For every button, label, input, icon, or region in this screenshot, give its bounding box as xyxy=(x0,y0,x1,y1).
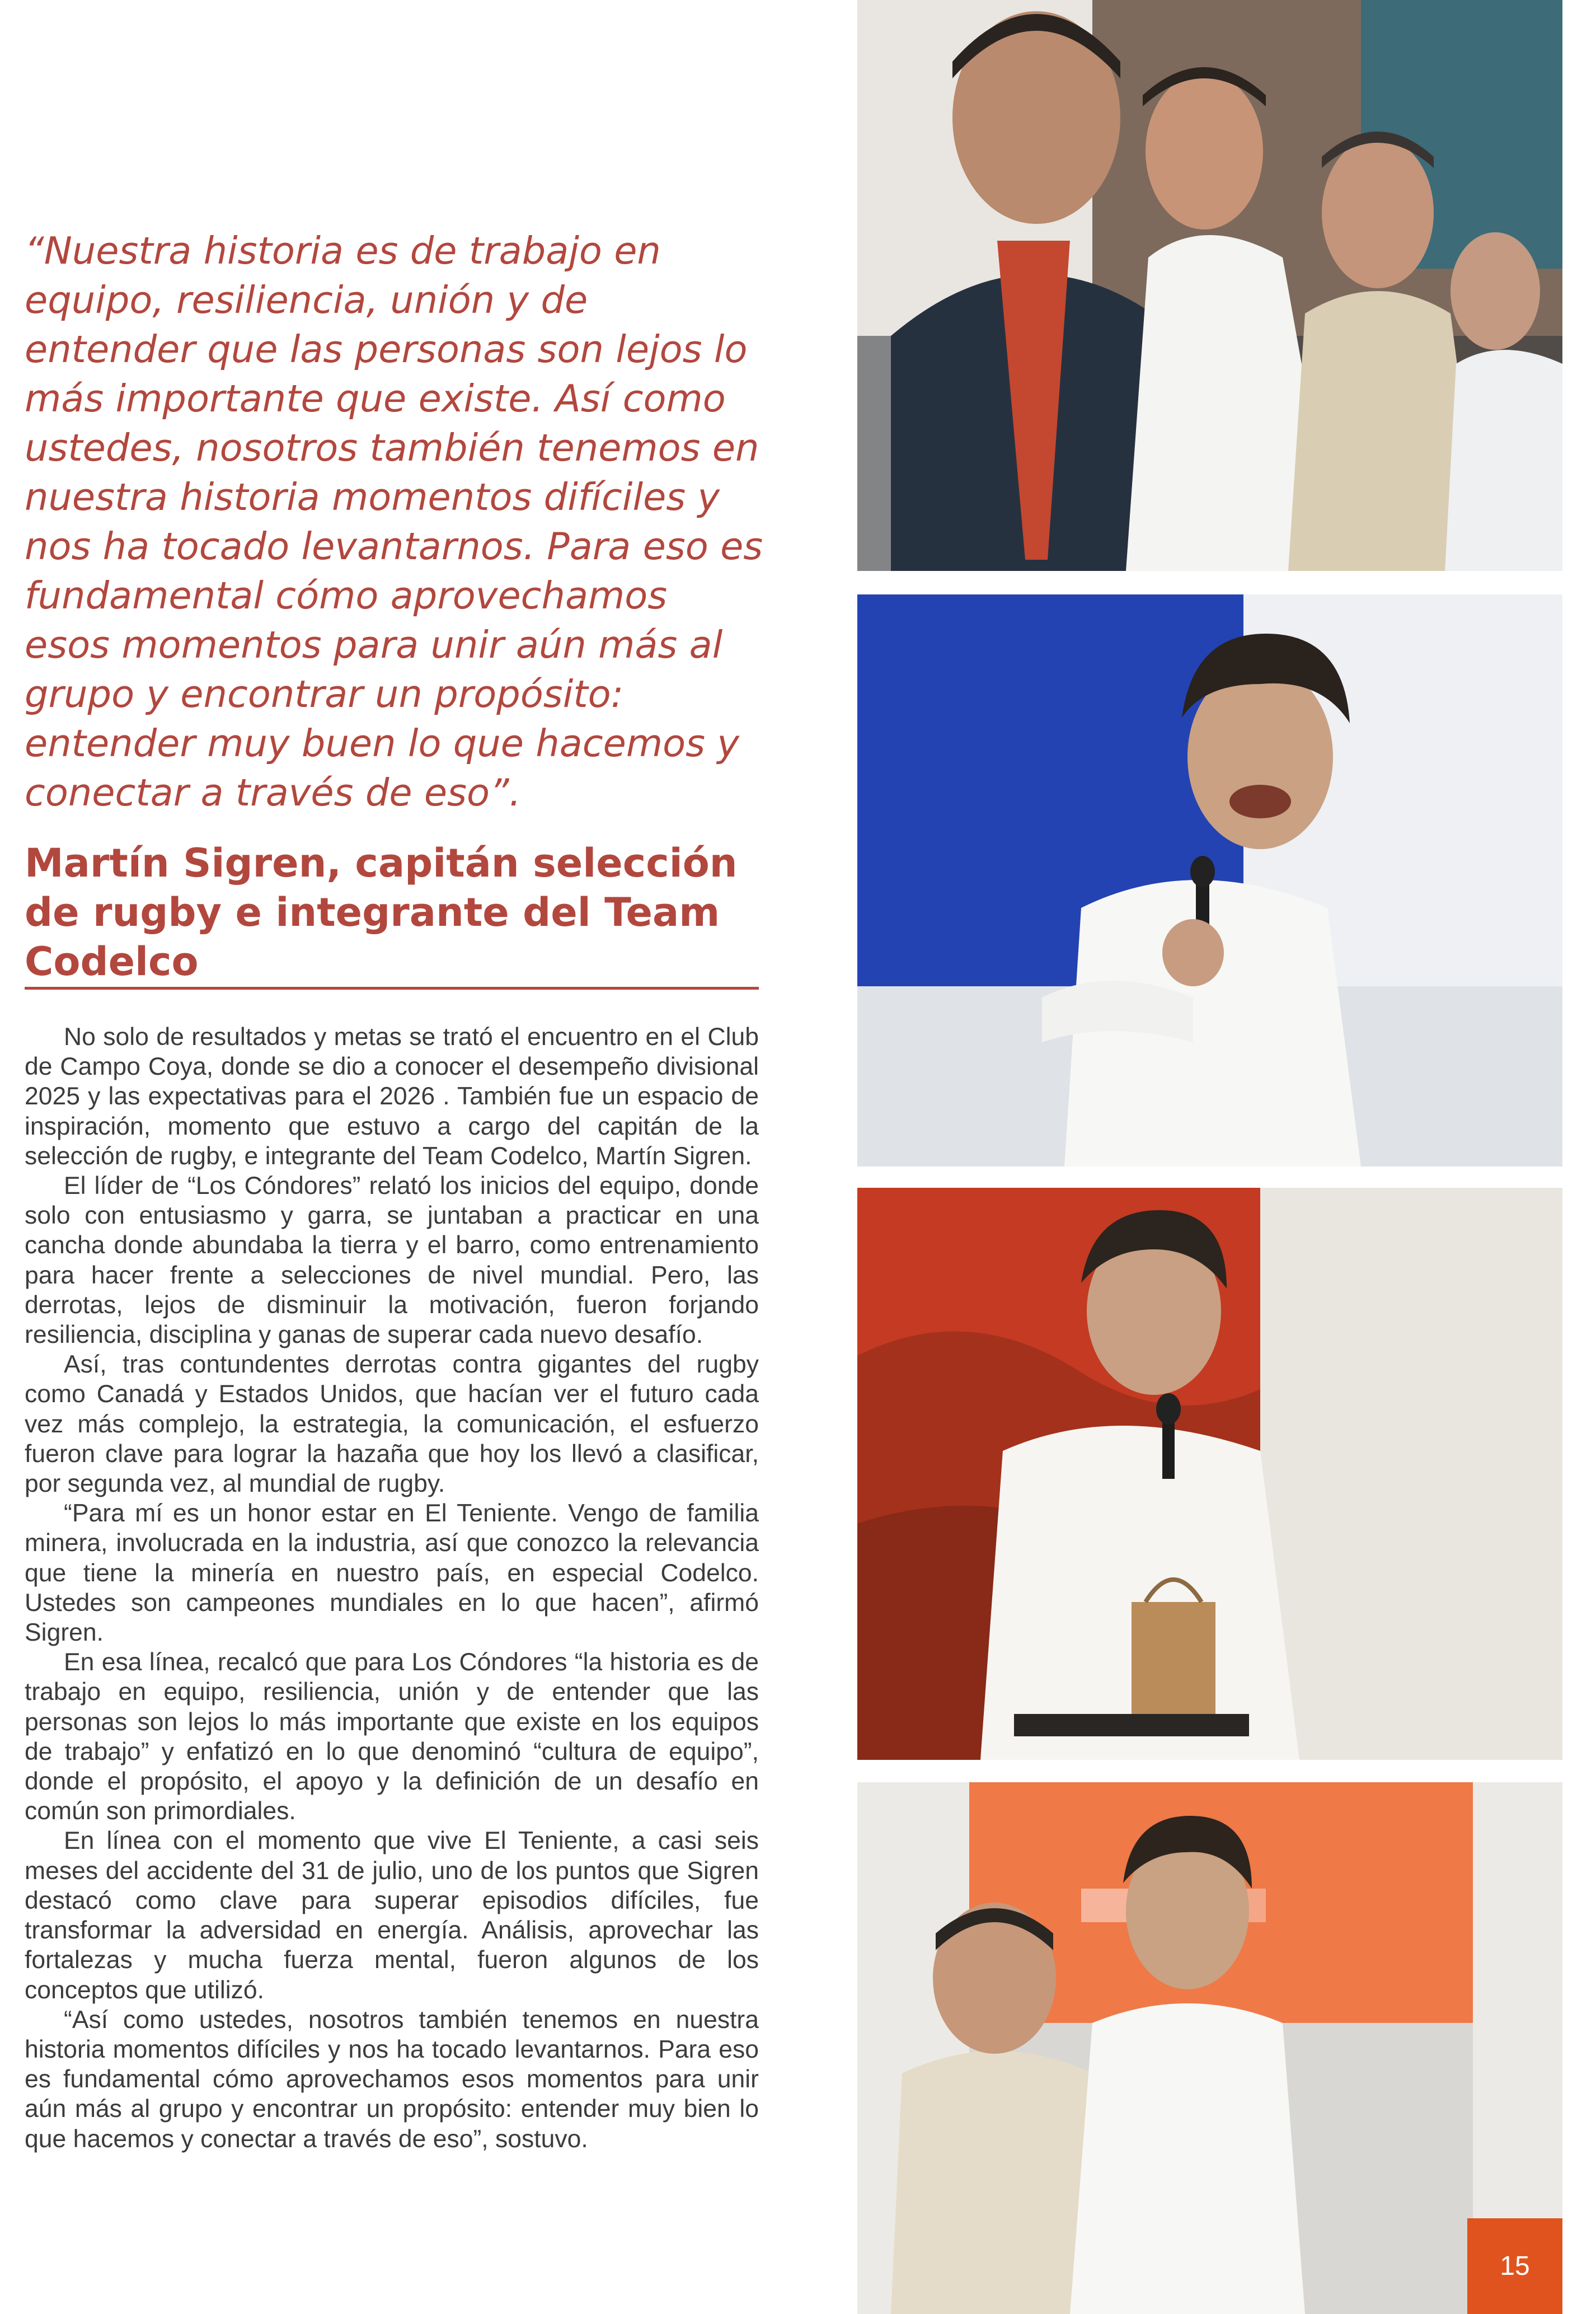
quote-author: Martín Sigren, capitán selección de rugby e integrante del Team Codelco xyxy=(25,840,738,985)
photo-two-men-posing xyxy=(857,1782,1562,2314)
article-paragraph: El líder de “Los Cóndores” relató los inicios del equipo, donde solo con entusiasmo y garra, se juntaban a practicar en una cancha donde abundaba la tierra y el barro, como entrenamiento para hacer frente a selecciones de nivel mundial. Pero, las derrotas, lejos de disminuir la motivación, fueron forjando resiliencia, disciplina y ganas de superar cada nuevo desafío. xyxy=(25,1172,759,1349)
article-paragraph: No solo de resultados y metas se trató el encuentro en el Club de Campo Coya, donde se dio a conocer el desempeño divisional 2025 y las expectativas para el 2026 . También fue un espacio de inspiración, momento que estuvo a cargo del capitán de la selección de rugby, e integrante del Team Codelco, Martín Sigren. xyxy=(25,1023,759,1170)
photo-speaker-bag xyxy=(857,1188,1562,1760)
photo-speaker-laughing xyxy=(857,594,1562,1167)
photo-audience xyxy=(857,0,1562,571)
page-number: 15 xyxy=(1467,2218,1562,2314)
article-paragraph: “Así como ustedes, nosotros también tenemos en nuestra historia momentos difíciles y nos ha tocado levantarnos. Para eso es fundamental cómo aprovechamos esos momentos para unir aún más al grupo y encontrar un propósito: entender muy bien lo que hacemos y conectar a través de eso”, sostuvo. xyxy=(25,2006,759,2153)
pull-quote: “Nuestra historia es de trabajo en equipo, resiliencia, unión y de entender que las personas son lejos lo más importante que existe. Así como ustedes, nosotros también tenemos en nuestra historia momentos difíciles y nos ha tocado levantarnos. Para eso es fundamental cómo aprovechamos esos momentos para unir aún más al grupo y encontrar un propósito: entender muy buen lo que hacemos y conectar a través de eso”. xyxy=(25,229,763,814)
article-paragraph: En esa línea, recalcó que para Los Cóndores “la historia es de trabajo en equipo, resiliencia, unión y de entender que las personas son lejos lo más importante que existe en los equipos de trabajo” y enfatizó en lo que denominó “cultura de equipo”, donde el propósito, el apoyo y la definición de un desafío en común son primordiales. xyxy=(25,1648,759,1825)
article-paragraph: “Para mí es un honor estar en El Teniente. Vengo de familia minera, involucrada en la industria, así que conozco la relevancia que tiene la minería en nuestro país, en especial Codelco. Ustedes son campeones mundiales en lo que hacen”, afirmó Sigren. xyxy=(25,1500,759,1647)
article-paragraph: En línea con el momento que vive El Teniente, a casi seis meses del accidente del 31 de julio, uno de los puntos que Sigren destacó como clave para superar episodios difíciles, fue transformar la adversidad en energía. Análisis, aprovechar las fortalezas y mucha fuerza mental, fueron algunos de los conceptos que utilizó. xyxy=(25,1827,759,2004)
article-body xyxy=(25,1022,759,2154)
article-paragraph: Así, tras contundentes derrotas contra gigantes del rugby como Canadá y Estados Unidos, que hacían ver el futuro cada vez más complejo, la estrategia, la comunicación, el esfuerzo fueron clave para lograr la hazaña que hoy los llevó a clasificar, por segunda vez, al mundial de rugby. xyxy=(25,1351,759,1498)
divider-line xyxy=(25,987,759,990)
